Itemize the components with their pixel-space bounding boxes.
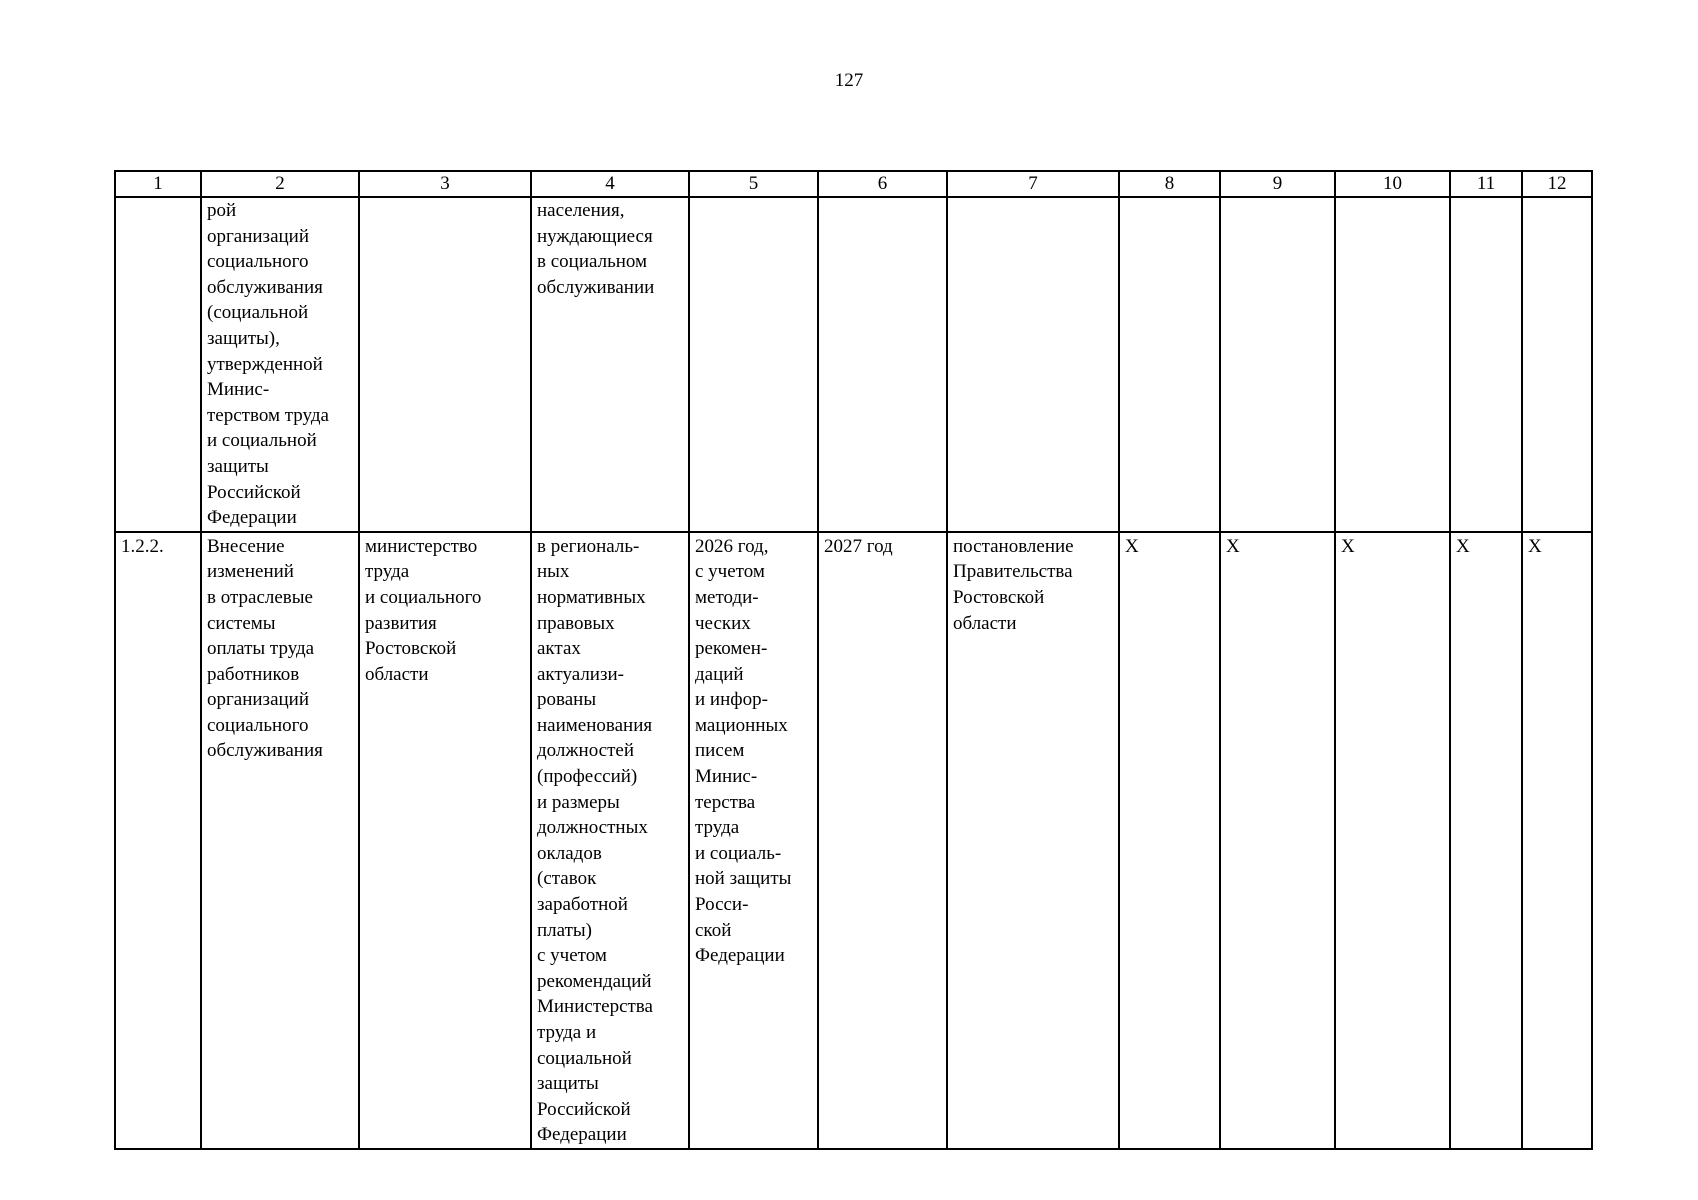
column-number-2: 2 bbox=[201, 171, 359, 197]
column-number-5: 5 bbox=[689, 171, 818, 197]
column-number-6: 6 bbox=[818, 171, 947, 197]
cell-col-9: Х bbox=[1220, 532, 1335, 1149]
column-number-12: 12 bbox=[1522, 171, 1592, 197]
cell-executor: министерство труда и социального развития Ростовской области bbox=[359, 532, 531, 1149]
cell-measure-name: рой организаций социального обслуживания (социальной защиты), утвержденной Минис- терством труда и социальной защиты Российской Федерации bbox=[201, 197, 359, 532]
table-row bbox=[115, 197, 1592, 532]
cell-document bbox=[947, 197, 1119, 532]
column-number-1: 1 bbox=[115, 171, 201, 197]
column-number-row bbox=[115, 171, 1592, 197]
page-number: 127 bbox=[834, 70, 864, 91]
cell-result: в региональ- ных нормативных правовых актах актуализи- рованы наименования должностей (профессий) и размеры должностных окладов (ставок заработной платы) с учетом рекомендаций Министерства труда и социальной защиты Российской Федерации bbox=[531, 532, 689, 1149]
table-row bbox=[115, 532, 1592, 1149]
cell-measure-name: Внесение изменений в отраслевые системы оплаты труда работников организаций социального обслуживания bbox=[201, 532, 359, 1149]
cell-col-10 bbox=[1335, 197, 1450, 532]
cell-item-number bbox=[115, 197, 201, 532]
cell-col-9 bbox=[1220, 197, 1335, 532]
cell-result: населения, нуждающиеся в социальном обслуживании bbox=[531, 197, 689, 532]
cell-col-8: Х bbox=[1119, 532, 1220, 1149]
cell-end-date: 2027 год bbox=[818, 532, 947, 1149]
cell-document: постановление Правительства Ростовской области bbox=[947, 532, 1119, 1149]
column-number-11: 11 bbox=[1450, 171, 1522, 197]
cell-col-8 bbox=[1119, 197, 1220, 532]
measures-table bbox=[114, 170, 1593, 1150]
column-number-10: 10 bbox=[1335, 171, 1450, 197]
cell-item-number: 1.2.2. bbox=[115, 532, 201, 1149]
column-number-3: 3 bbox=[359, 171, 531, 197]
cell-col-12 bbox=[1522, 197, 1592, 532]
cell-executor bbox=[359, 197, 531, 532]
cell-start-date bbox=[689, 197, 818, 532]
column-number-8: 8 bbox=[1119, 171, 1220, 197]
cell-col-11 bbox=[1450, 197, 1522, 532]
column-number-7: 7 bbox=[947, 171, 1119, 197]
column-number-4: 4 bbox=[531, 171, 689, 197]
cell-start-date: 2026 год, с учетом методи- ческих рекомен- даций и инфор- мационных писем Минис- терства труда и социаль- ной защиты Росси- ской Федерации bbox=[689, 532, 818, 1149]
column-number-9: 9 bbox=[1220, 171, 1335, 197]
cell-col-11: Х bbox=[1450, 532, 1522, 1149]
cell-col-10: Х bbox=[1335, 532, 1450, 1149]
cell-col-12: Х bbox=[1522, 532, 1592, 1149]
cell-end-date bbox=[818, 197, 947, 532]
